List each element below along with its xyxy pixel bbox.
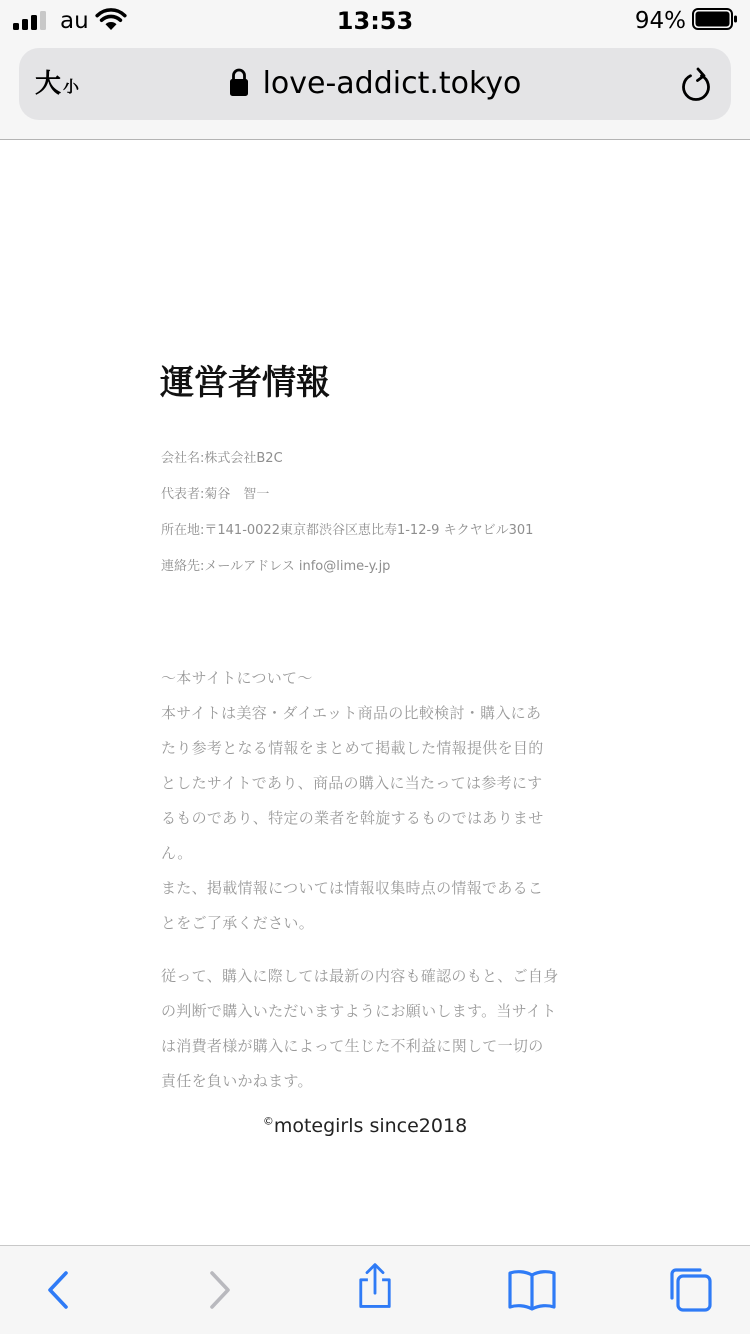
about-line: としたサイトであり、商品の購入に当たっては参考にす: [161, 774, 543, 792]
operator-info-list: [161, 447, 721, 591]
about-line: また、掲載情報については情報収集時点の情報であるこ: [161, 879, 544, 897]
notice-line: は消費者様が購入によって生じた不利益に関して一切の: [161, 1037, 544, 1055]
company-name: 会社名:株式会社B2C: [161, 451, 283, 466]
lock-icon: [229, 67, 249, 97]
representative: 代表者:菊谷 智一: [161, 487, 270, 502]
page-title: 運営者情報: [160, 363, 330, 403]
browser-bottom-toolbar: [0, 1245, 750, 1334]
about-line: るものであり、特定の業者を斡旋するものではありませ: [161, 809, 544, 827]
about-heading: 〜本サイトについて〜: [161, 669, 313, 687]
about-line: ん。: [161, 844, 193, 862]
text-size-small-label: 小: [63, 77, 80, 96]
battery-icon: [692, 8, 738, 30]
notice-line: 責任を負いかねます。: [161, 1072, 313, 1090]
about-line: たり参考となる情報をまとめて掲載した情報提供を目的: [161, 739, 544, 757]
address-bar[interactable]: [19, 48, 731, 120]
back-icon[interactable]: [36, 1266, 88, 1314]
notice-line: 従って、購入に際しては最新の内容も確認のもと、ご自身: [161, 967, 559, 985]
forward-icon[interactable]: [192, 1266, 244, 1314]
paragraph-gap: [161, 941, 581, 959]
web-page-content: [0, 141, 750, 1245]
contact: 連絡先:メールアドレス info@lime-y.jp: [161, 559, 391, 574]
text-size-large-label: 大: [35, 69, 62, 99]
status-bar: [0, 0, 750, 40]
share-icon[interactable]: [349, 1262, 401, 1310]
carrier-name: au: [60, 8, 89, 34]
bookmarks-icon[interactable]: [506, 1266, 558, 1314]
battery-percentage: 94%: [634, 8, 686, 34]
status-time: 13:53: [336, 7, 414, 35]
url-text: love-addict.tokyo: [262, 66, 522, 101]
browser-top-toolbar: [0, 40, 750, 140]
address: 所在地:〒141-0022東京都渋谷区恵比寿1-12-9 キクヤビル301: [161, 523, 534, 538]
copyright: [0, 1113, 730, 1139]
tabs-icon[interactable]: [664, 1266, 716, 1314]
about-line: とをご了承ください。: [161, 914, 315, 932]
copyright-symbol: ©: [262, 1114, 274, 1128]
notice-line: の判断で購入いただいますようにお願いします。当サイト: [161, 1002, 557, 1020]
url-display[interactable]: [19, 64, 731, 104]
copyright-text: motegirls since2018: [273, 1115, 468, 1137]
about-line: 本サイトは美容・ダイエット商品の比較検討・購入にあ: [161, 704, 542, 722]
reload-icon[interactable]: [679, 66, 713, 104]
about-site-section: [161, 661, 581, 1099]
